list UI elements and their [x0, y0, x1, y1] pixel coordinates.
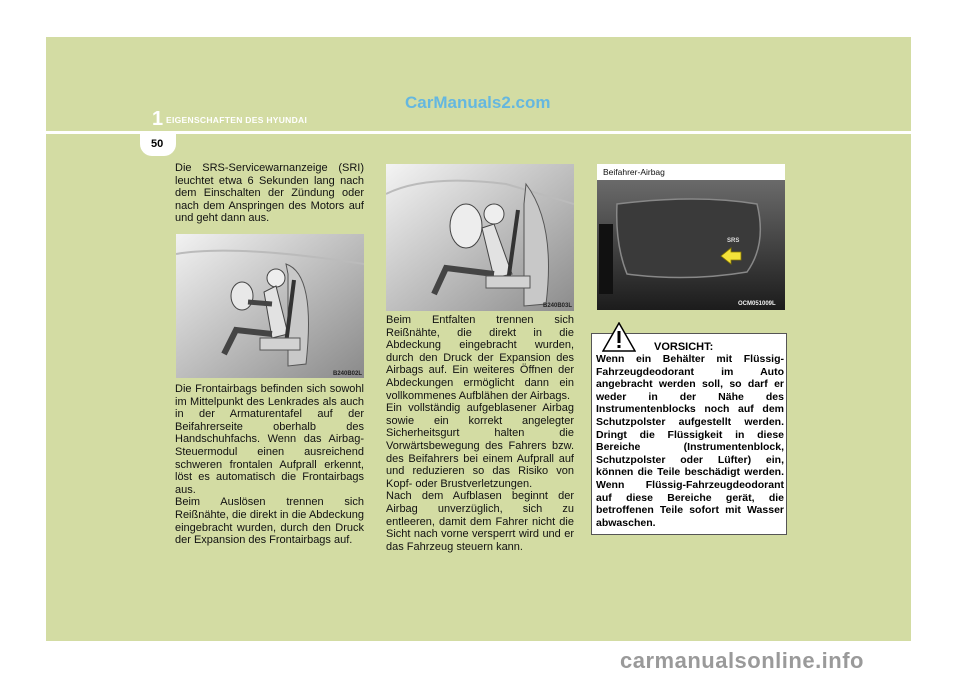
chapter-title: EIGENSCHAFTEN DES HYUNDAI — [166, 115, 308, 125]
deployment-paragraph: Beim Entfalten trennen sich Reißnähte, die direkt in die Abdeckung eingebracht wurden, durch den Druck der Expansion des Airbags auf. Ein weiteres Öffnen der Abdeckungen ermöglicht dann ein vollkommenes Aufblähen der Airbags. Ein vollständig aufgeblasener Airbag sowie ein korrekt angelegter Sicherheitsgurt halten die Vorwärtsbewegung des Fahrers bzw. des Beifahrers bei einem Aufprall auf und reduzieren so das Risiko von Kopf- oder Brustverletzungen. Nach dem Aufblasen beginnt der Airbag unverzüglich, sich zu entleeren, damit dem Fahrer nicht die Sicht nach vorne versperrt wird und er das Fahrzeug steuern kann. — [386, 314, 574, 553]
caution-box — [591, 333, 787, 535]
frontairbags-paragraph: Die Frontairbags befinden sich sowohl im Mittelpunkt des Lenkrades als auch in der Armaturentafel auf der Beifahrerseite oberhalb des Handschuhfachs. Wenn das Airbag-Steuermodul einen ausreichend schweren frontalen Aufprall erkennt, löst es automatisch die Frontairbags aus. Beim Auslösen trennen sich Reißnähte, die direkt in die Abdeckung eingebracht wurden, durch den Druck der Expansion des Frontairbags auf. — [175, 383, 364, 547]
page-number: 50 — [151, 138, 164, 150]
watermark-link-top[interactable]: CarManuals2.com — [405, 93, 551, 112]
figure-code-b240b03l: B240B03L — [543, 303, 573, 309]
driver-airbag-illustration — [176, 234, 364, 378]
warning-triangle-icon — [602, 322, 636, 352]
chapter-number: 1 — [152, 108, 164, 130]
passenger-airbag-figure — [386, 164, 574, 311]
figure-label: Beifahrer-Airbag — [603, 167, 665, 177]
srs-marking: SRS — [727, 238, 740, 244]
dashboard-photo — [597, 164, 785, 310]
beifahrer-airbag-figure — [597, 164, 785, 310]
figure-code-b240b02l: B240B02L — [333, 371, 363, 377]
passenger-airbag-illustration — [386, 164, 574, 311]
intro-paragraph: Die SRS-Servicewarnanzeige (SRI) leuchtet etwa 6 Sekunden lang nach dem Einschalten der Zündung oder nach dem Anspringen des Motors auf und geht dann aus. — [175, 162, 364, 225]
figure-code-ocm051009l: OCM051009L — [738, 301, 776, 307]
caution-title: VORSICHT: — [654, 341, 714, 353]
driver-airbag-figure — [176, 234, 364, 378]
caution-text: Wenn ein Behälter mit Flüssig-Fahrzeugdeodorant im Auto angebracht werden soll, so darf er weder in der Nähe des Instrumentenblocks noch auf dem Schutzpolster aufgestellt werden. Dringt die Flüssigkeit in diese Bereiche (Instrumentenblock, Schutzpolster oder Lüfter) ein, können die Teile beschädigt werden. Wenn Flüssig-Fahrzeugdeodorant auf diese Bereiche gerät, die betroffenen Teile sofort mit Wasser abwaschen. — [596, 353, 784, 529]
watermark-link-bottom[interactable]: carmanualsonline.info — [620, 648, 864, 673]
